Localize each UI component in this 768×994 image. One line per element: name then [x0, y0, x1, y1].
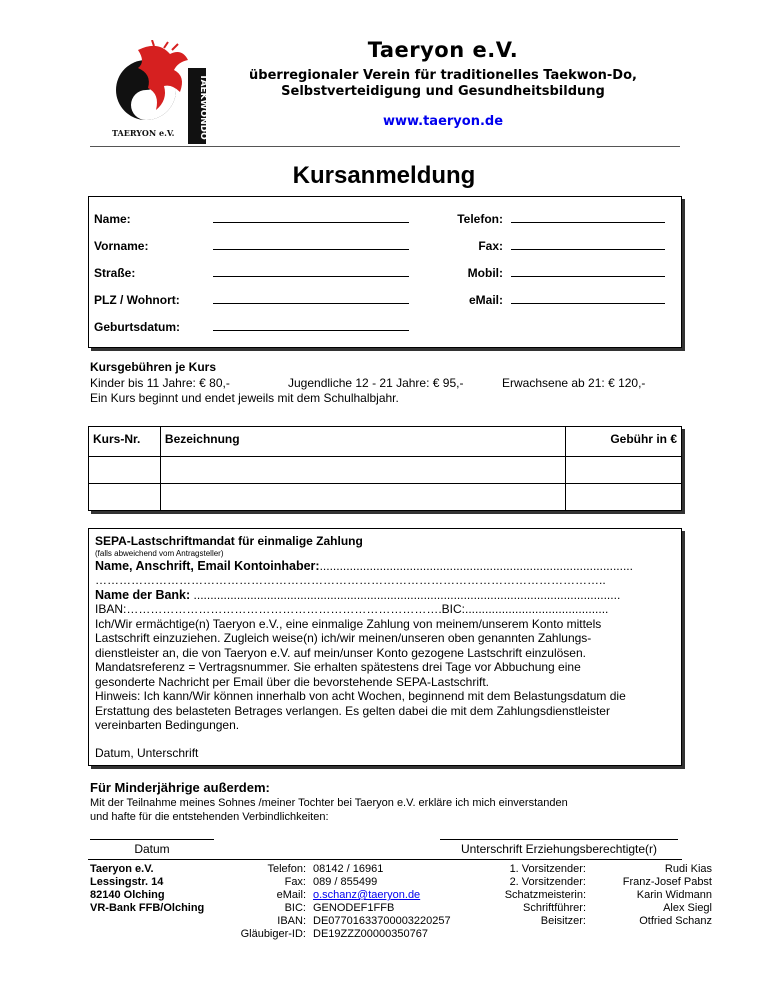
footer-label: BIC:	[284, 902, 306, 914]
footer-fax: 089 / 855499	[313, 876, 378, 888]
form-title: Kursanmeldung	[292, 162, 476, 189]
svg-text:TAERYON e.V.: TAERYON e.V.	[112, 128, 175, 138]
board-name: Alex Siegl	[663, 902, 712, 914]
org-subtitle	[218, 68, 668, 100]
course-fee-cell[interactable]	[566, 484, 682, 511]
mobil-field[interactable]	[511, 265, 665, 277]
email-label: eMail:	[468, 293, 503, 307]
footer-contact-values	[313, 863, 451, 941]
minor-consent-line2: und hafte für die entstehenden Verbindlichkeiten:	[90, 811, 329, 823]
account-holder-dots: ..............................................................................................	[319, 558, 633, 573]
course-table	[88, 426, 682, 511]
sepa-mandate-box	[88, 528, 682, 766]
course-bez-cell[interactable]	[160, 457, 565, 484]
footer-bank: VR-Bank FFB/Olching	[90, 902, 205, 914]
fee-erwachsene: Erwachsene ab 21: € 120,-	[502, 376, 646, 390]
course-bez-cell[interactable]	[160, 484, 565, 511]
table-row	[89, 484, 682, 511]
col-kurs-nr: Kurs-Nr.	[89, 427, 161, 457]
telefon-field[interactable]	[511, 211, 665, 223]
footer-label: Telefon:	[267, 863, 306, 875]
personal-data-box	[88, 196, 682, 348]
board-name: Rudi Kias	[664, 863, 712, 875]
strasse-field[interactable]	[213, 265, 409, 277]
account-holder-line2[interactable]: ………………………………………………………………………………………………………………..	[95, 573, 606, 587]
sepa-text-line: Lastschrift einzuziehen. Zugleich weise(n) ich/wir meinen/unseren oben genannten Zahlungs-	[95, 631, 592, 645]
fee-kinder: Kinder bis 11 Jahre: € 80,-	[90, 376, 230, 390]
website-link[interactable]: www.taeryon.de	[382, 114, 504, 129]
board-role: Schriftführer:	[523, 902, 586, 914]
table-row	[89, 457, 682, 484]
sepa-text-line: dienstleister an, die von Taeryon e.V. auf mein/unser Konto gezogene Lastschrift einzulösen.	[95, 645, 586, 660]
footer-board-names	[590, 863, 712, 928]
mobil-label: Mobil:	[467, 266, 503, 280]
org-subtitle-line2: Selbstverteidigung und Gesundheitsbildung	[281, 84, 605, 99]
sepa-text-line: vereinbarten Bedingungen.	[95, 718, 240, 732]
name-label: Name:	[94, 212, 131, 226]
bank-name-dots: ................................................................................................................................	[190, 587, 621, 602]
telefon-label: Telefon:	[457, 212, 503, 226]
footer-label: Fax:	[284, 876, 306, 888]
date-signature-line[interactable]	[90, 839, 214, 840]
board-role: 2. Vorsitzender:	[509, 876, 586, 888]
bank-name-label: Name der Bank:	[95, 587, 191, 602]
sepa-subtitle: (falls abweichend vom Antragsteller)	[95, 548, 224, 558]
account-holder-field[interactable]	[95, 559, 675, 574]
sepa-title: SEPA-Lastschriftmandat für einmalige Zahlung	[95, 534, 363, 548]
vorname-label: Vorname:	[94, 239, 149, 253]
name-field[interactable]	[213, 211, 409, 223]
taeryon-logo	[108, 40, 218, 146]
plz-label: PLZ / Wohnort:	[94, 293, 180, 307]
geburtsdatum-label: Geburtsdatum:	[94, 320, 181, 334]
board-name: Karin Widmann	[636, 889, 712, 901]
col-bezeichnung: Bezeichnung	[160, 427, 565, 457]
course-table-header	[89, 427, 682, 457]
sepa-text-line: gesonderte Nachricht per Email über die bevorstehende SEPA-Lastschrift.	[95, 674, 489, 689]
footer-label: IBAN:	[277, 915, 306, 927]
email-field[interactable]	[511, 292, 665, 304]
footer-creditor-id: DE19ZZZ00000350767	[313, 928, 428, 940]
course-nr-cell[interactable]	[89, 484, 161, 511]
minor-heading: Für Minderjährige außerdem:	[90, 780, 270, 795]
board-role: 1. Vorsitzender:	[509, 863, 586, 875]
footer-label: Gläubiger-ID:	[240, 928, 306, 940]
col-gebuehr: Gebühr in €	[566, 427, 682, 457]
sepa-signature-label: Datum, Unterschrift	[95, 745, 199, 760]
sepa-text-line: Hinweis: Ich kann/Wir können innerhalb von acht Wochen, beginnend mit dem Belastungsdatum die	[95, 689, 626, 703]
sepa-text-line: Ich/Wir ermächtige(n) Taeryon e.V., eine einmalige Zahlung von meinem/unserem Konto mittels	[95, 616, 602, 631]
footer-org-name: Taeryon e.V.	[90, 863, 154, 875]
header-divider	[90, 146, 680, 147]
footer-street: Lessingstr. 14	[90, 876, 164, 888]
plz-field[interactable]	[213, 292, 409, 304]
sepa-text-line: Mandatsreferenz = Vertragsnummer. Sie erhalten spätestens drei Tage vor Abbuchung eine	[95, 660, 581, 674]
footer-address	[90, 863, 204, 915]
course-fee-cell[interactable]	[566, 457, 682, 484]
iban-bic-field[interactable]: IBAN:…………………………………………………………………….BIC:...........................................	[95, 602, 609, 616]
footer-label: eMail:	[276, 889, 306, 901]
footer-divider	[88, 859, 682, 860]
geburtsdatum-field[interactable]	[213, 319, 409, 331]
fees-note: Ein Kurs beginnt und endet jeweils mit dem Schulhalbjahr.	[90, 391, 399, 405]
footer-city: 82140 Olching	[90, 889, 165, 901]
board-role: Beisitzer:	[540, 915, 586, 927]
footer-board-roles	[480, 863, 586, 928]
course-nr-cell[interactable]	[89, 457, 161, 484]
board-name: Franz-Josef Pabst	[622, 876, 712, 888]
guardian-signature-line[interactable]	[440, 839, 678, 840]
minor-consent-text	[90, 796, 690, 824]
account-holder-label: Name, Anschrift, Email Kontoinhaber:	[95, 558, 320, 573]
sepa-text-line: Erstattung des belasteten Betrages verlangen. Es gelten dabei die mit dem Zahlungsdienstleister	[95, 703, 610, 718]
minor-consent-line1: Mit der Teilnahme meines Sohnes /meiner Tochter bei Taeryon e.V. erkläre ich mich einverstanden	[90, 797, 568, 809]
board-name: Otfried Schanz	[639, 915, 712, 927]
fees-heading: Kursgebühren je Kurs	[90, 360, 217, 374]
vorname-field[interactable]	[213, 238, 409, 250]
org-title: Taeryon e.V.	[367, 38, 519, 62]
board-role: Schatzmeisterin:	[504, 889, 586, 901]
footer-phone: 08142 / 16961	[313, 863, 384, 875]
org-subtitle-line1: überregionaler Verein für traditionelles Taekwon-Do,	[249, 68, 637, 83]
footer-bic: GENODEF1FFB	[313, 902, 395, 914]
guardian-signature-label: Unterschrift Erziehungsberechtigte(r)	[460, 842, 658, 856]
footer-email-link[interactable]: o.schanz@taeryon.de	[313, 889, 421, 901]
strasse-label: Straße:	[94, 266, 136, 280]
date-label: Datum	[134, 842, 170, 856]
footer-contact-labels	[206, 863, 306, 941]
fax-field[interactable]	[511, 238, 665, 250]
footer-iban: DE07701633700003220257	[313, 915, 451, 927]
fee-jugendliche: Jugendliche 12 - 21 Jahre: € 95,-	[288, 376, 464, 390]
bank-name-field[interactable]	[95, 588, 675, 603]
fax-label: Fax:	[478, 239, 503, 253]
svg-text:TAEKWONDO: TAEKWONDO	[198, 74, 208, 140]
